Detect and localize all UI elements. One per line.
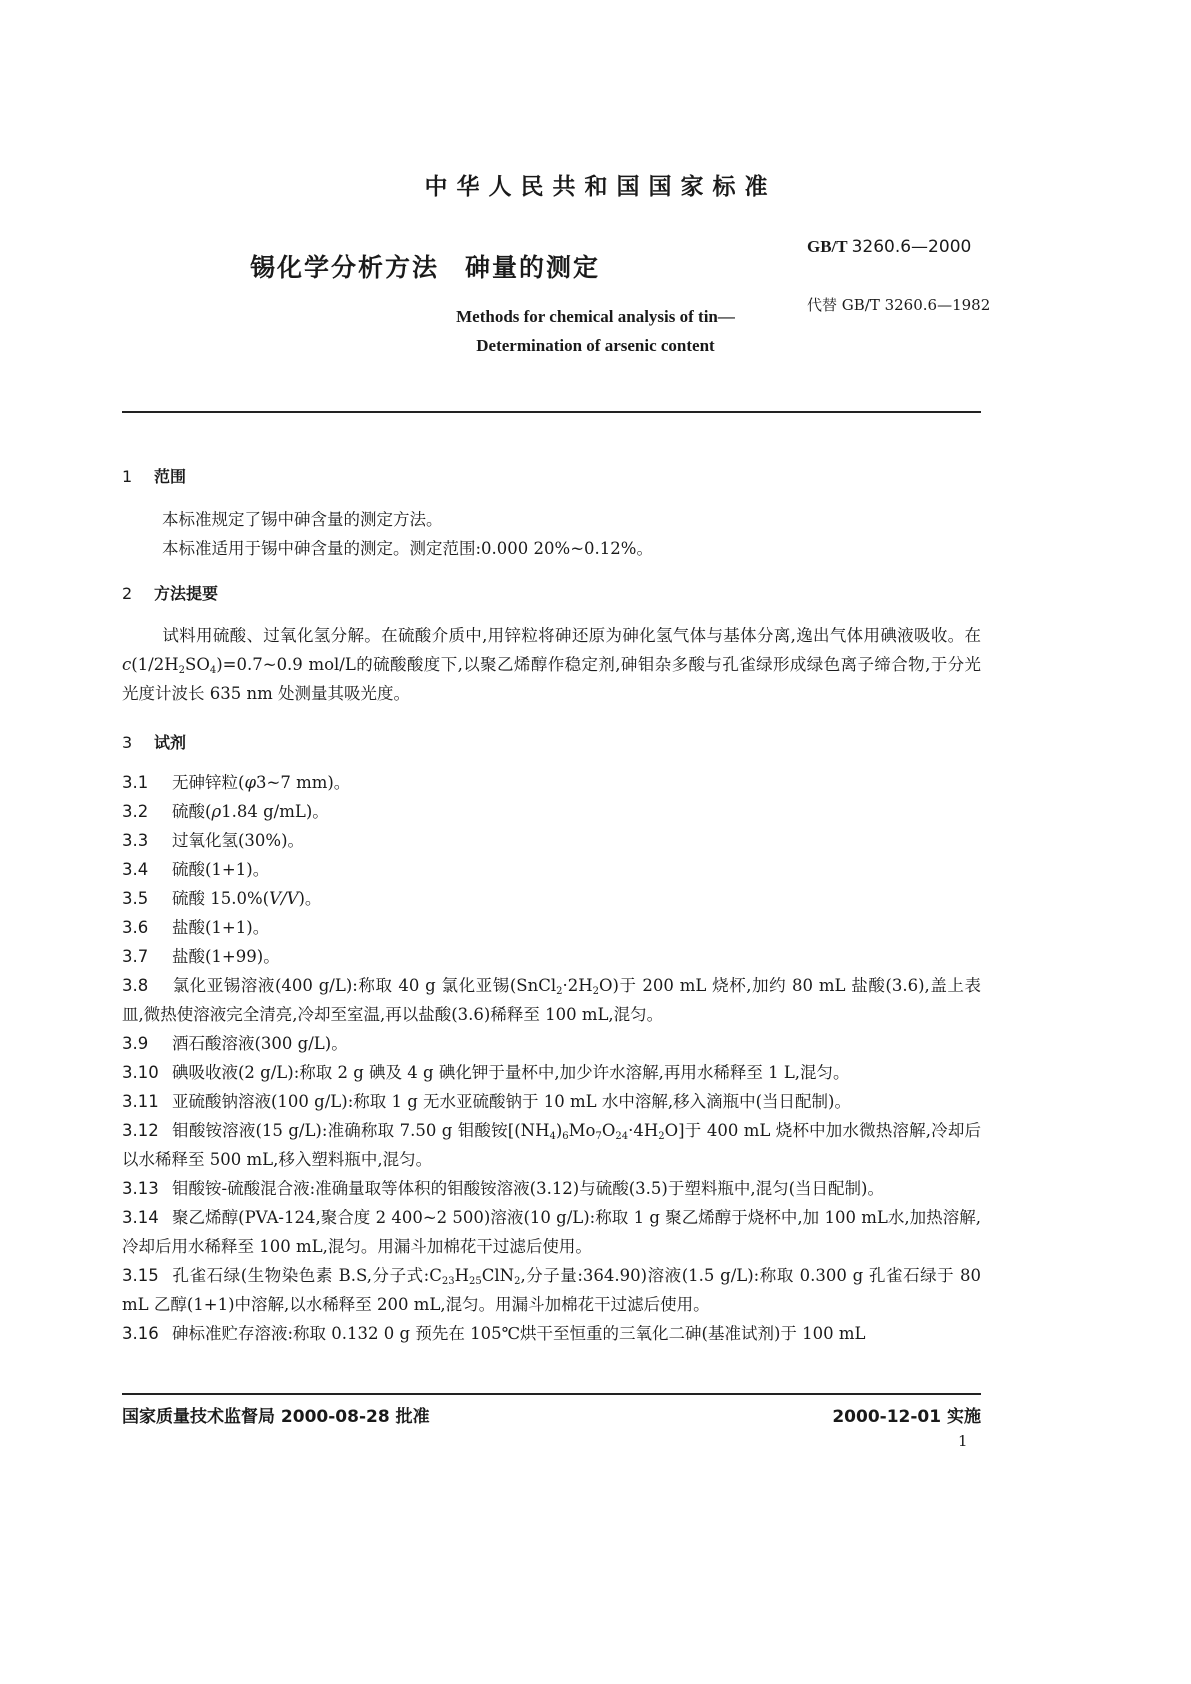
scope-line	[122, 505, 981, 534]
reagent-item	[122, 1319, 981, 1348]
reagent-text	[172, 918, 269, 937]
reagent-item	[122, 1087, 981, 1116]
section-title: 试剂	[154, 733, 187, 752]
reagent-number: 3.8	[122, 976, 149, 995]
reagent-text	[172, 831, 304, 850]
principle-paragraph	[122, 621, 981, 708]
page-number: 1	[958, 1432, 968, 1450]
reagent-item	[122, 942, 981, 971]
reagent-number: 3.9	[122, 1034, 149, 1053]
text-run: Mo	[568, 1121, 596, 1140]
section-heading-principle	[122, 581, 218, 604]
reagent-number: 3.3	[122, 831, 149, 850]
reagent-text	[172, 1063, 850, 1082]
reagent-list	[122, 768, 981, 1348]
subscript: 2	[658, 1131, 665, 1142]
italic-symbol: ρ	[211, 802, 222, 821]
text-run: 3~7 mm)。	[256, 773, 351, 792]
reagent-text	[172, 1092, 851, 1111]
reagent-number: 3.15	[122, 1266, 159, 1285]
subscript: 6	[562, 1131, 569, 1142]
text-run: )=0.7~0.9 mol/L的硫酸酸度下,以聚乙烯醇作稳定剂,砷钼杂多酸与孔雀绿形成绿色离子缔合物,于分光光度计波长 635 nm 处测量其吸光度。	[122, 655, 981, 703]
text-run: H	[454, 1266, 469, 1285]
reagent-text	[122, 1121, 981, 1169]
reagent-number: 3.5	[122, 889, 149, 908]
section-title: 范围	[154, 467, 187, 486]
reagent-text	[172, 889, 321, 908]
national-standard-heading: 中华人民共和国国家标准	[424, 174, 777, 200]
text-run: 试料用硫酸、过氧化氢分解。在硫酸介质中,用锌粒将砷还原为砷化氢气体与基体分离,逸出气体用碘液吸收。在	[162, 626, 981, 645]
scope-line2-text: 本标准适用于锡中砷含量的测定。测定范围:0.000 20%~0.12%。	[162, 539, 653, 558]
subscript: 4	[209, 665, 217, 676]
subscript: 4	[549, 1131, 556, 1142]
reagent-item	[122, 884, 981, 913]
reagent-number: 3.10	[122, 1063, 159, 1082]
reagent-text	[172, 1034, 348, 1053]
subscript: 2	[178, 665, 186, 676]
text-run: 聚乙烯醇(PVA-124,聚合度 2 400~2 500)溶液(10 g/L):称取 1 g 聚乙烯醇于烧杯中,加 100 mL水,加热溶解,冷却后用水稀释至 100 mL,混匀。用漏斗加棉花干过滤后使用。	[122, 1208, 981, 1256]
text-run: O	[601, 1121, 616, 1140]
subscript: 2	[556, 986, 563, 997]
subscript: 23	[441, 1276, 455, 1287]
subscript: 25	[468, 1276, 482, 1287]
text-run: SO	[185, 655, 210, 674]
principle-text	[122, 626, 981, 703]
text-run: 1.84 g/mL)。	[221, 802, 329, 821]
scope-paragraph	[122, 505, 981, 563]
text-run: 砷标准贮存溶液:称取 0.132 0 g 预先在 105℃烘干至恒重的三氧化二砷(基准试剂)于 100 mL	[172, 1324, 866, 1343]
reagent-text	[172, 1324, 866, 1343]
text-run: 亚硫酸钠溶液(100 g/L):称取 1 g 无水亚硫酸钠于 10 mL 水中溶解,移入滴瓶中(当日配制)。	[172, 1092, 851, 1111]
title-part1: 锡化学分析方法	[250, 253, 440, 282]
text-run: 过氧化氢(30%)。	[172, 831, 305, 850]
english-title-line2: Determination of arsenic content	[476, 336, 715, 355]
section-heading-reagents	[122, 730, 186, 753]
reagent-number: 3.6	[122, 918, 149, 937]
italic-symbol: c	[122, 655, 132, 674]
text-run: O)于 200 mL 烧杯,加约 80 mL 盐酸(3.6),盖上表皿,微热使溶液完全清亮,冷却至室温,再以盐酸(3.6)稀释至 100 mL,混匀。	[122, 976, 981, 1024]
reagent-text	[172, 802, 329, 821]
footer-divider	[122, 1393, 981, 1395]
text-run: )。	[298, 889, 322, 908]
subscript: 2	[592, 986, 599, 997]
text-run: 孔雀石绿(生物染色素 B.S,分子式:C	[172, 1266, 442, 1285]
reagent-text	[172, 1179, 884, 1198]
english-title-line1: Methods for chemical analysis of tin—	[456, 307, 735, 326]
text-run: 碘吸收液(2 g/L):称取 2 g 碘及 4 g 碘化钾于量杯中,加少许水溶解,再用水稀释至 1 L,混匀。	[172, 1063, 850, 1082]
scope-line1-text: 本标准规定了锡中砷含量的测定方法。	[162, 510, 443, 529]
text-run: O]于 400 mL 烧杯中加水微热溶解,冷却后以水稀释至 500 mL,移入塑料瓶中,混匀。	[122, 1121, 981, 1169]
reagent-item	[122, 1261, 981, 1319]
reagent-item	[122, 1174, 981, 1203]
reagent-number: 3.4	[122, 860, 149, 879]
reagent-number: 3.11	[122, 1092, 159, 1111]
scope-line	[122, 534, 981, 563]
text-run: ClN	[481, 1266, 515, 1285]
text-run: 无砷锌粒(	[172, 773, 245, 792]
standard-code	[807, 237, 971, 257]
reagent-number: 3.7	[122, 947, 149, 966]
reagent-number: 3.13	[122, 1179, 159, 1198]
replaces-note: 代替 GB/T 3260.6—1982	[807, 296, 991, 314]
reagent-item	[122, 797, 981, 826]
reagent-text	[172, 947, 280, 966]
text-run: 钼酸铵溶液(15 g/L):准确称取 7.50 g 钼酸铵[(NH	[172, 1121, 550, 1140]
approval-note: 国家质量技术监督局 2000-08-28 批准	[122, 1407, 430, 1427]
reagent-number: 3.16	[122, 1324, 159, 1343]
reagent-item	[122, 1116, 981, 1174]
reagent-number: 3.12	[122, 1121, 159, 1140]
text-run: ·2H	[562, 976, 593, 995]
text-run: ,分子量:364.90)溶液(1.5 g/L):称取 0.300 g 孔雀石绿于 80 mL 乙醇(1+1)中溶解,以水稀释至 200 mL,混匀。用漏斗加棉花干过滤后使用。	[122, 1266, 981, 1314]
text-run: 硫酸(1+1)。	[172, 860, 270, 879]
subscript: 7	[595, 1131, 602, 1142]
text-run: 硫酸(	[172, 802, 212, 821]
section-number: 1	[122, 467, 133, 486]
subscript: 24	[615, 1131, 629, 1142]
text-run: 硫酸 15.0%(	[172, 889, 270, 908]
section-number: 3	[122, 733, 133, 752]
reagent-item	[122, 1058, 981, 1087]
subscript: 2	[514, 1276, 521, 1287]
reagent-item	[122, 1029, 981, 1058]
reagent-item	[122, 971, 981, 1029]
reagent-text	[172, 773, 350, 792]
italic-symbol: V/V	[269, 889, 299, 908]
standard-code-number: 3260.6—2000	[851, 237, 972, 257]
reagent-item	[122, 1203, 981, 1261]
text-run: 钼酸铵-硫酸混合液:准确量取等体积的钼酸铵溶液(3.12)与硫酸(3.5)于塑料瓶中,混匀(当日配制)。	[172, 1179, 884, 1198]
reagent-text	[122, 976, 981, 1024]
title-part2: 砷量的测定	[465, 253, 601, 282]
effective-date: 2000-12-01 实施	[832, 1407, 981, 1427]
reagent-item	[122, 826, 981, 855]
header-divider	[122, 411, 981, 413]
italic-symbol: φ	[244, 773, 256, 792]
text-run: ·4H	[628, 1121, 659, 1140]
document-title	[250, 248, 600, 284]
standard-code-prefix: GB/T	[807, 237, 848, 256]
reagent-text	[122, 1266, 981, 1314]
text-run: 盐酸(1+99)。	[172, 947, 280, 966]
section-number: 2	[122, 584, 133, 603]
section-title: 方法提要	[154, 584, 219, 603]
reagent-item	[122, 768, 981, 797]
reagent-number: 3.2	[122, 802, 149, 821]
reagent-text	[122, 1208, 981, 1256]
text-run: (1/2H	[131, 655, 179, 674]
reagent-number: 3.14	[122, 1208, 159, 1227]
reagent-text	[172, 860, 269, 879]
reagent-item	[122, 913, 981, 942]
text-run: 氯化亚锡溶液(400 g/L):称取 40 g 氯化亚锡(SnCl	[172, 976, 557, 995]
text-run: 盐酸(1+1)。	[172, 918, 270, 937]
reagent-item	[122, 855, 981, 884]
text-run: 酒石酸溶液(300 g/L)。	[172, 1034, 348, 1053]
section-heading-scope	[122, 464, 186, 487]
text-run: )	[555, 1121, 563, 1140]
reagent-number: 3.1	[122, 773, 149, 792]
